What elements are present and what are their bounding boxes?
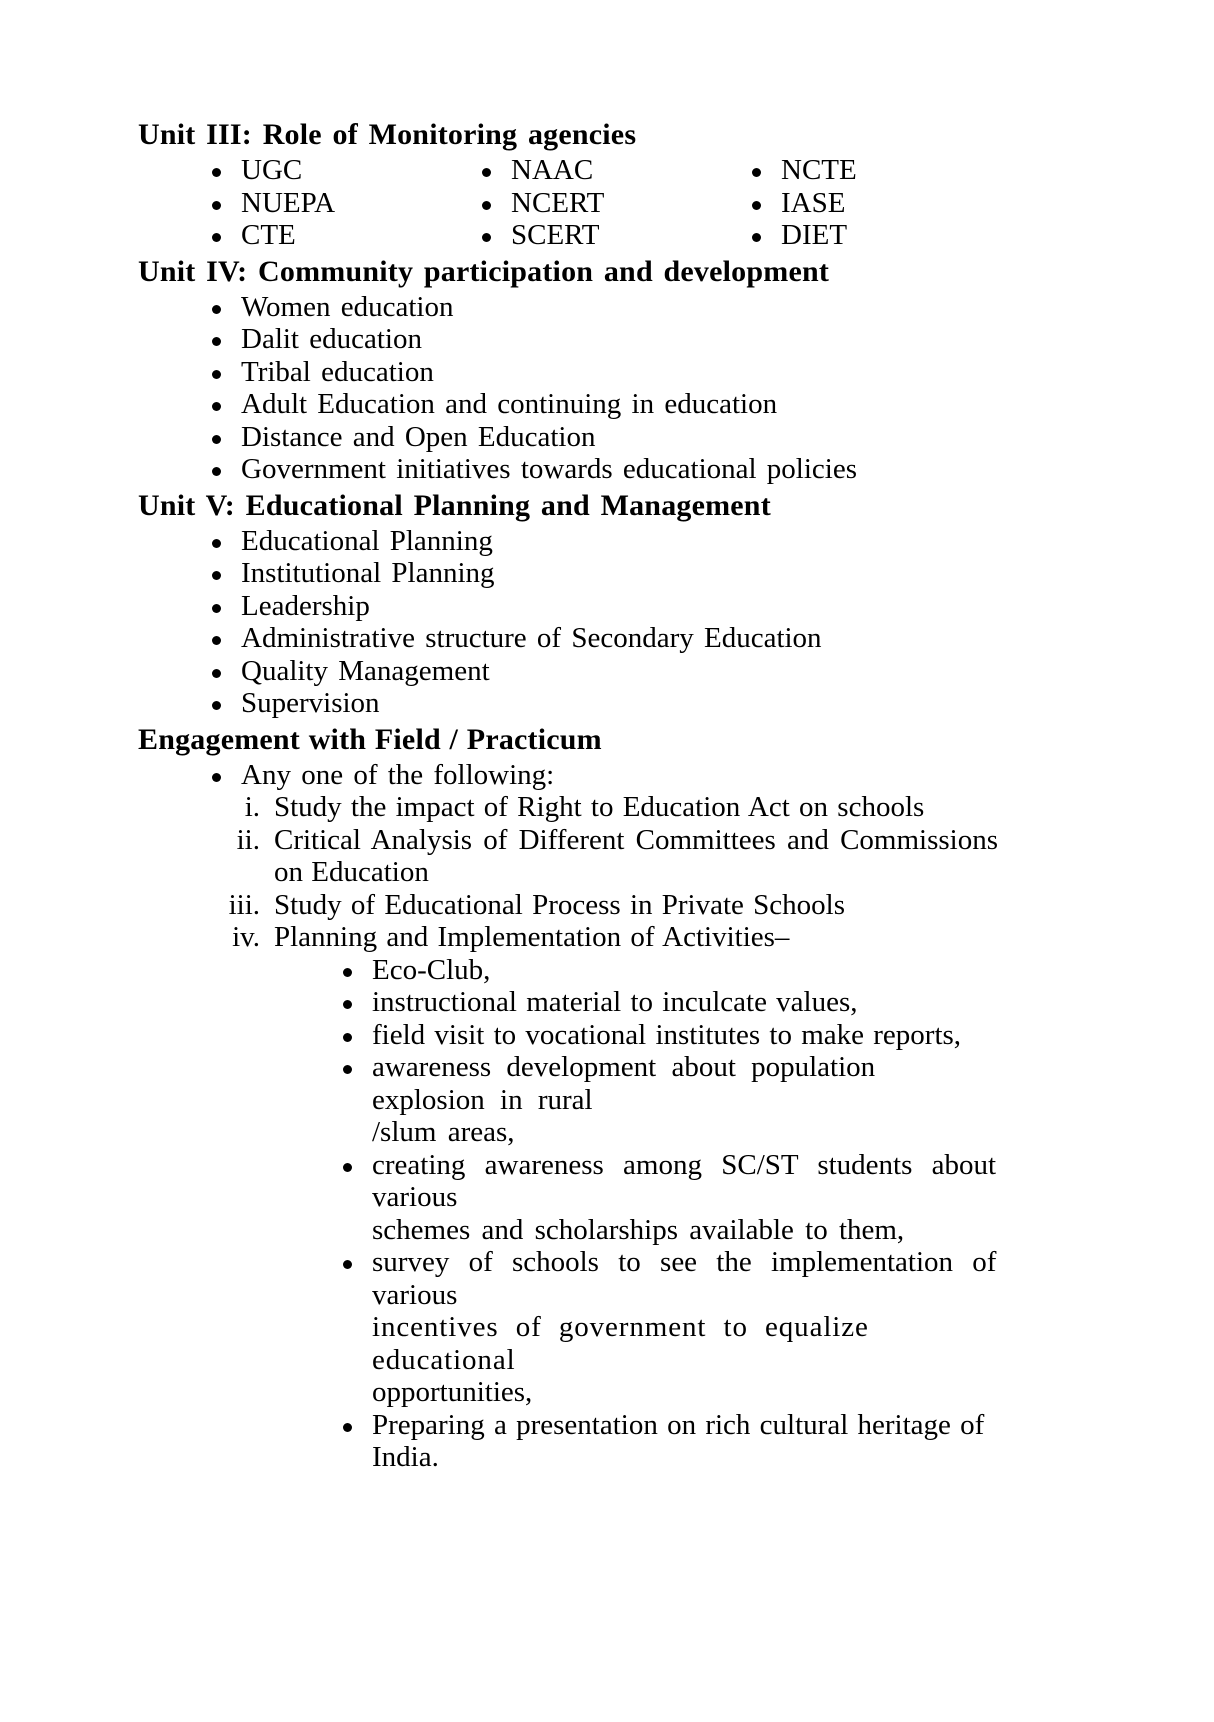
unit-v-list (138, 525, 998, 720)
roman-item-text: Study the impact of Right to Education Act on schools (274, 791, 925, 823)
list-item: DIET (748, 219, 1018, 252)
activity-line: survey of schools to see the implementation of various (372, 1246, 997, 1311)
list-item: Adult Education and continuing in education (208, 388, 998, 421)
list-item (339, 1051, 998, 1149)
list-item: Government initiatives towards educational policies (208, 453, 998, 486)
activity-line: incentives of government to equalize educational (372, 1311, 869, 1376)
list-item: NAAC (478, 154, 748, 187)
activities-list (339, 954, 998, 1474)
roman-item-text: Critical Analysis of Different Committees and Commissions on Education (274, 823, 998, 888)
list-item: NCTE (748, 154, 1018, 187)
unit-iv-list (138, 291, 998, 486)
list-item: Dalit education (208, 323, 998, 356)
list-item: Leadership (208, 590, 998, 623)
list-item (339, 1019, 998, 1052)
unit-iii-heading: Unit III: Role of Monitoring agencies (138, 118, 637, 151)
list-item: Women education (208, 291, 998, 324)
activity-line: /slum areas, (372, 1116, 515, 1148)
unit-iv-heading: Unit IV: Community participation and development (138, 254, 830, 288)
list-item: NUEPA (208, 187, 478, 220)
unit-v-heading: Unit V: Educational Planning and Management (138, 488, 771, 522)
roman-numeral: i. (244, 791, 260, 823)
engagement-intro-list (138, 759, 998, 792)
activity-line: instructional material to inculcate values, (372, 986, 858, 1018)
activity-line: awareness development about population explosion in rural (372, 1051, 876, 1116)
engagement-roman-list (216, 791, 998, 1474)
activity-line: field visit to vocational institutes to make reports, (372, 1018, 962, 1051)
list-item: NCERT (478, 187, 748, 220)
list-item: Administrative structure of Secondary Education (208, 622, 998, 655)
list-item (216, 824, 998, 889)
list-item (339, 1149, 998, 1247)
list-item: Tribal education (208, 356, 998, 389)
list-item (339, 986, 998, 1019)
activity-line: schemes and scholarships available to them, (372, 1213, 905, 1246)
document-content (138, 118, 998, 1474)
activity-line: opportunities, (372, 1376, 533, 1408)
activity-line: creating awareness among SC/ST students about various (372, 1148, 997, 1213)
list-item: IASE (748, 187, 1018, 220)
list-item: UGC (208, 154, 478, 187)
list-item (339, 1409, 998, 1474)
list-item: SCERT (478, 219, 748, 252)
list-item: Distance and Open Education (208, 421, 998, 454)
list-item (339, 954, 998, 987)
list-item (339, 1246, 998, 1409)
activity-line: Eco-Club, (372, 953, 491, 986)
unit-iii-agency-grid (208, 154, 998, 252)
list-item: Any one of the following: (208, 759, 998, 792)
list-item: Supervision (208, 687, 998, 720)
roman-numeral: iv. (232, 921, 260, 953)
roman-item-text: Study of Educational Process in Private Schools (274, 888, 845, 921)
list-item: Quality Management (208, 655, 998, 688)
list-item: Institutional Planning (208, 557, 998, 590)
list-item: CTE (208, 219, 478, 252)
list-item (216, 921, 998, 1474)
roman-numeral: ii. (236, 823, 260, 856)
list-item (216, 889, 998, 922)
list-item (216, 791, 998, 824)
roman-numeral: iii. (228, 888, 260, 921)
engagement-heading: Engagement with Field / Practicum (138, 722, 602, 756)
roman-item-text: Planning and Implementation of Activities– (274, 921, 790, 953)
activity-line: Preparing a presentation on rich cultural heritage of India. (372, 1408, 985, 1473)
list-item: Educational Planning (208, 525, 998, 558)
